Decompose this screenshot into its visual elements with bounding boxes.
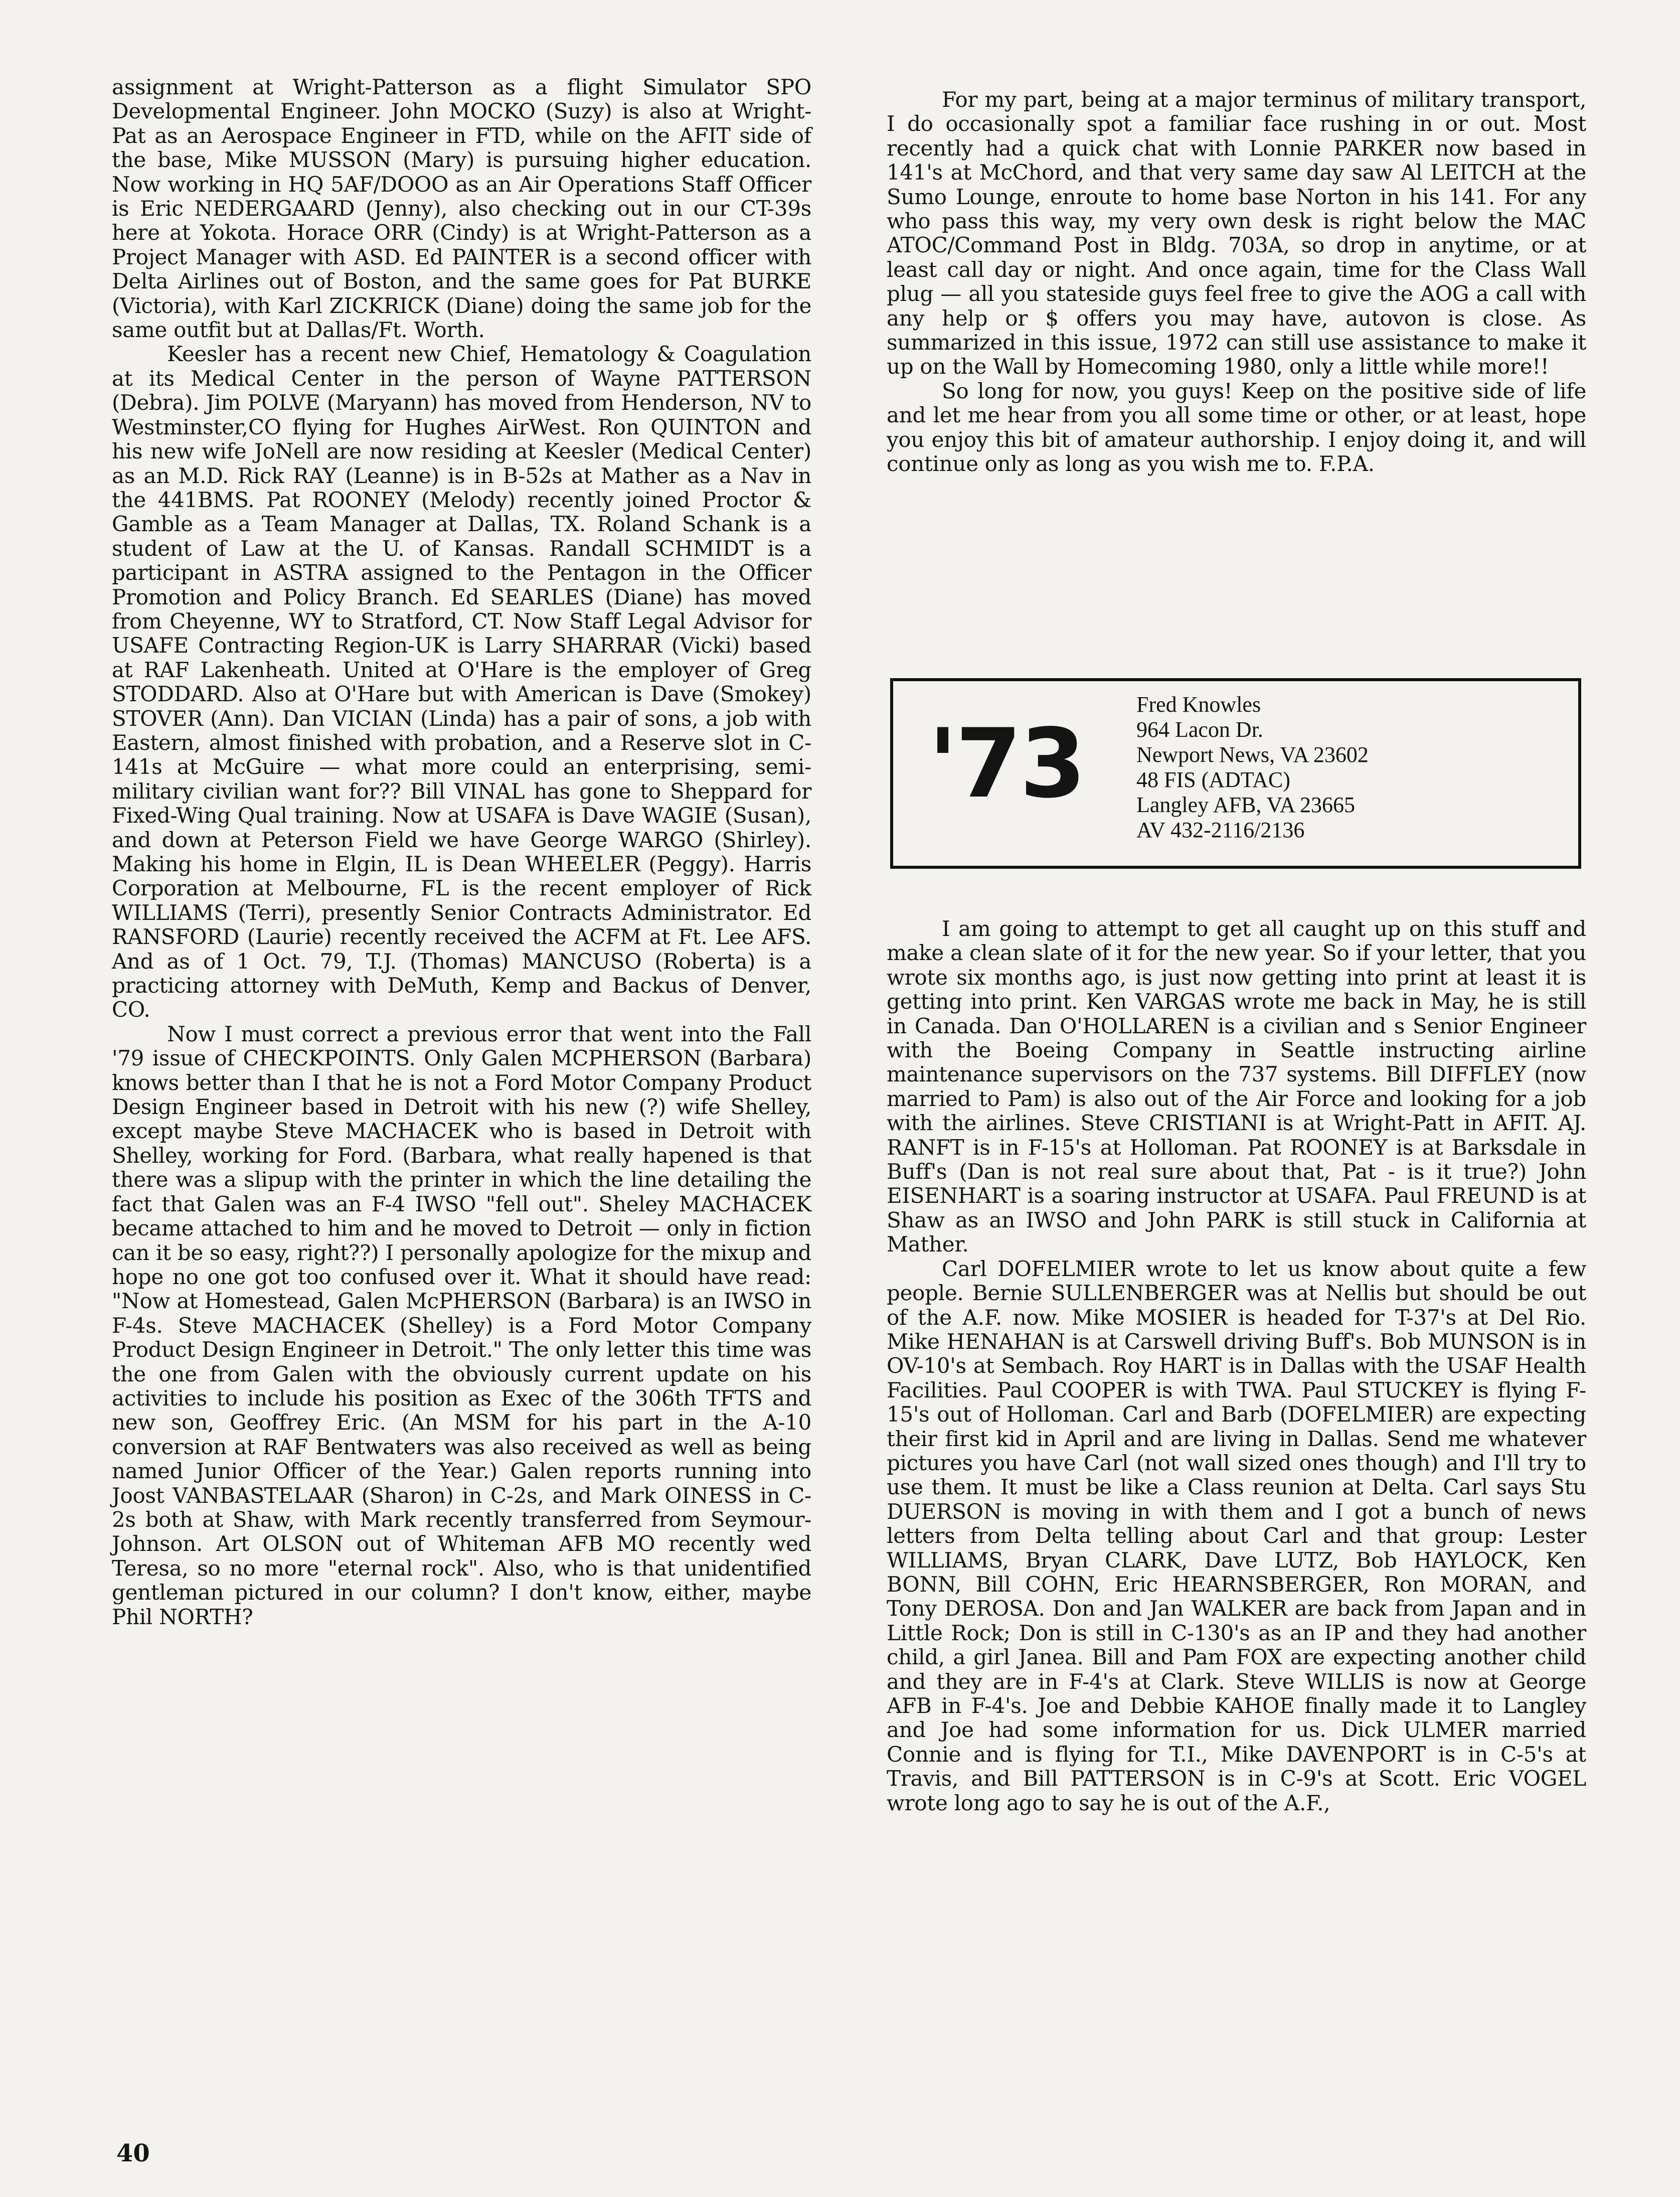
paragraph: Now I must correct a previous error that went into the Fall '79 issue of CHECKPOINTS. Only Galen MCPHERSON (Barbara) knows better than I that he is not a Ford Motor Company Product Design Engineer based in Detroit with his new (?) wife Shelley, except maybe Steve MACHACEK who is based in Detroit with Shelley, working for Ford. (Barbara, what really hapened is that there was a slipup with the printer in which the line detailing the fact that Galen was an F-4 IWSO "fell out". Sheley MACHACEK became attached to him and he moved to Detroit — only in fiction can it be so easy, right??) I personally apologize for the mixup and hope no one got too confused over it. What it should have read: "Now at Homestead, Galen McPHERSON (Barbara) is an IWSO in F-4s. Steve MACHACEK (Shelley) is a Ford Motor Company Product Design Engineer in Detroit." The only letter this time was the one from Galen with the obviously current update on his activities to include his position as Exec of the 306th TFTS and new son, Geoffrey Eric. (An MSM for his part in the A-10 conversion at RAF Bentwaters was also received as well as being named Junior Officer of the Year.) Galen reports running into Joost VANBASTELAAR (Sharon) in C-2s, and Mark OINESS in C-2s both at Shaw, with Mark recently transferred from Seymour-Johnson. Art OLSON out of Whiteman AFB MO recently wed Teresa, so no more "eternal rock". Also, who is that unidentified gentleman pictured in our column? I don't know, either, maybe Phil NORTH? (112, 1021, 811, 1629)
class-header-box (890, 678, 1581, 869)
address-line: Langley AFB, VA 23665 (1136, 793, 1355, 817)
address-line: Fred Knowles (1136, 692, 1261, 717)
address-line: AV 432-2116/2136 (1136, 818, 1305, 842)
address-line: 964 Lacon Dr. (1136, 717, 1263, 742)
paragraph: Keesler has a recent new Chief, Hematology & Coagulation at its Medical Center in the person of Wayne PATTERSON (Debra). Jim POLVE (Maryann) has moved from Henderson, NV to Westminster,CO flying for Hughes AirWest. Ron QUINTON and his new wife JoNell are now residing at Keesler (Medical Center) as an M.D. Rick RAY (Leanne) is in B-52s at Mather as a Nav in the 441BMS. Pat ROONEY (Melody) recently joined Proctor & Gamble as a Team Manager at Dallas, TX. Roland Schank is a student of Law at the U. of Kansas. Randall SCHMIDT is a participant in ASTRA assigned to the Pentagon in the Officer Promotion and Policy Branch. Ed SEARLES (Diane) has moved from Cheyenne, WY to Stratford, CT. Now Staff Legal Advisor for USAFE Contracting Region-UK is Larry SHARRAR (Vicki) based at RAF Lakenheath. United at O'Hare is the employer of Greg STODDARD. Also at O'Hare but with American is Dave (Smokey) STOVER (Ann). Dan VICIAN (Linda) has a pair of sons, a job with Eastern, almost finished with probation, and a Reserve slot in C-141s at McGuire — what more could an enterprising, semi-military civilian want for?? Bill VINAL has gone to Sheppard for Fixed-Wing Qual training. Now at USAFA is Dave WAGIE (Susan), and down at Peterson Field we have George WARGO (Shirley). Making his home in Elgin, IL is Dean WHEELER (Peggy). Harris Corporation at Melbourne, FL is the recent employer of Rick WILLIAMS (Terri), presently Senior Contracts Administrator. Ed RANSFORD (Laurie) recently received the ACFM at Ft. Lee AFS. And as of 1 Oct. 79, T.J. (Thomas) MANCUSO (Roberta) is a practicing attorney with DeMuth, Kemp and Backus of Denver, CO. (112, 342, 811, 1022)
paragraph: So long for now, you guys! Keep on the positive side of life and let me hear from you all some time or other, or at least, hope you enjoy this bit of amateur authorship. I enjoy doing it, and will continue only as long as you wish me to. F.P.A. (887, 378, 1586, 477)
paragraph: I am going to attempt to get all caught up on this stuff and make a clean slate of it for the new year. So if your letter, that you wrote six months ago, is just now getting into print at least it is getting into print. Ken VARGAS wrote me back in May, he is still in Canada. Dan O'HOLLAREN is a civilian and s Senior Engineer with the Boeing Company in Seattle instructing airline maintenance supervisors on the 737 systems. Bill DIFFLEY (now married to Pam) is also out of the Air Force and looking for a job with the airlines. Steve CRISTIANI is at Wright-Patt in AFIT. AJ. RANFT is in F-15's at Holloman. Pat ROONEY is at Barksdale in Buff's (Dan is not real sure about that, Pat - is it true?) John EISENHART is a soaring instructor at USAFA. Paul FREUND is at Shaw as an IWSO and John PARK is still stuck in California at Mather. (887, 916, 1586, 1257)
right-column-top (887, 88, 1586, 477)
paragraph: For my part, being at a major terminus of military transport, I do occasionally spot a familiar face rushing in or out. Most recently had a quick chat with Lonnie PARKER now based in 141's at McChord, and that very same day saw Al LEITCH at the Sumo Lounge, enroute to home base Norton in his 141. For any who pass this way, my very own desk is right below the MAC ATOC/Command Post in Bldg. 703A, so drop in anytime, or at least call day or night. And once again, time for the Class Wall plug — all you stateside guys feel free to give the AOG a call with any help or $ offers you may have, autovon is close. As summarized in this issue, 1972 can still use assistance to make it up on the Wall by Homecoming 1980, only a little while more!! (887, 87, 1586, 379)
class-year: '73 (928, 708, 1084, 819)
paragraph: assignment at Wright-Patterson as a flight Simulator SPO Developmental Engineer. John MOCKO (Suzy) is also at Wright-Pat as an Aerospace Engineer in FTD, while on the AFIT side of the base, Mike MUSSON (Mary) is pursuing higher education. Now working in HQ 5AF/DOOO as an Air Operations Staff Officer is Eric NEDERGAARD (Jenny), also checking out in our CT-39s here at Yokota. Horace ORR (Cindy) is at Wright-Patterson as a Project Manager with ASD. Ed PAINTER is a second officer with Delta Airlines out of Boston, and the same goes for Pat BURKE (Victoria), with Karl ZICKRICK (Diane) doing the same job for the same outfit but at Dallas/Ft. Worth. (112, 75, 811, 343)
right-column-bottom (887, 917, 1586, 1815)
page-number: 40 (116, 2139, 150, 2167)
paragraph: Carl DOFELMIER wrote to let us know about quite a few people. Bernie SULLENBERGER was at Nellis but should be out of the A.F. now. Mike MOSIER is headed for T-37's at Del Rio. Mike HENAHAN is at Carswell driving Buff's. Bob MUNSON is in OV-10's at Sembach. Roy HART is in Dallas with the USAF Health Facilities. Paul COOPER is with TWA. Paul STUCKEY is flying F-15's out of Holloman. Carl and Barb (DOFELMIER) are expecting their first kid in April and are living in Dallas. Send me whatever pictures you have Carl (not wall sized ones though) and I'll try to use them. It must be like a Class reunion at Delta. Carl says Stu DUERSON is moving in with them and I got a bunch of news letters from Delta telling about Carl and that group: Lester WILLIAMS, Bryan CLARK, Dave LUTZ, Bob HAYLOCK, Ken BONN, Bill COHN, Eric HEARNSBERGER, Ron MORAN, and Tony DEROSA. Don and Jan WALKER are back from Japan and in Little Rock; Don is still in C-130's as an IP and they had another child, a girl Janea. Bill and Pam FOX are expecting another child and they are in F-4's at Clark. Steve WILLIS is now at George AFB in F-4's. Joe and Debbie KAHOE finally made it to Langley and Joe had some information for us. Dick ULMER married Connie and is flying for T.I., Mike DAVENPORT is in C-5's at Travis, and Bill PATTERSON is in C-9's at Scott. Eric VOGEL wrote long ago to say he is out of the A.F., (887, 1256, 1586, 1815)
left-column (112, 75, 811, 1629)
class-scribe-address (1136, 692, 1369, 843)
address-line: Newport News, VA 23602 (1136, 742, 1369, 767)
address-line: 48 FIS (ADTAC) (1136, 767, 1290, 792)
